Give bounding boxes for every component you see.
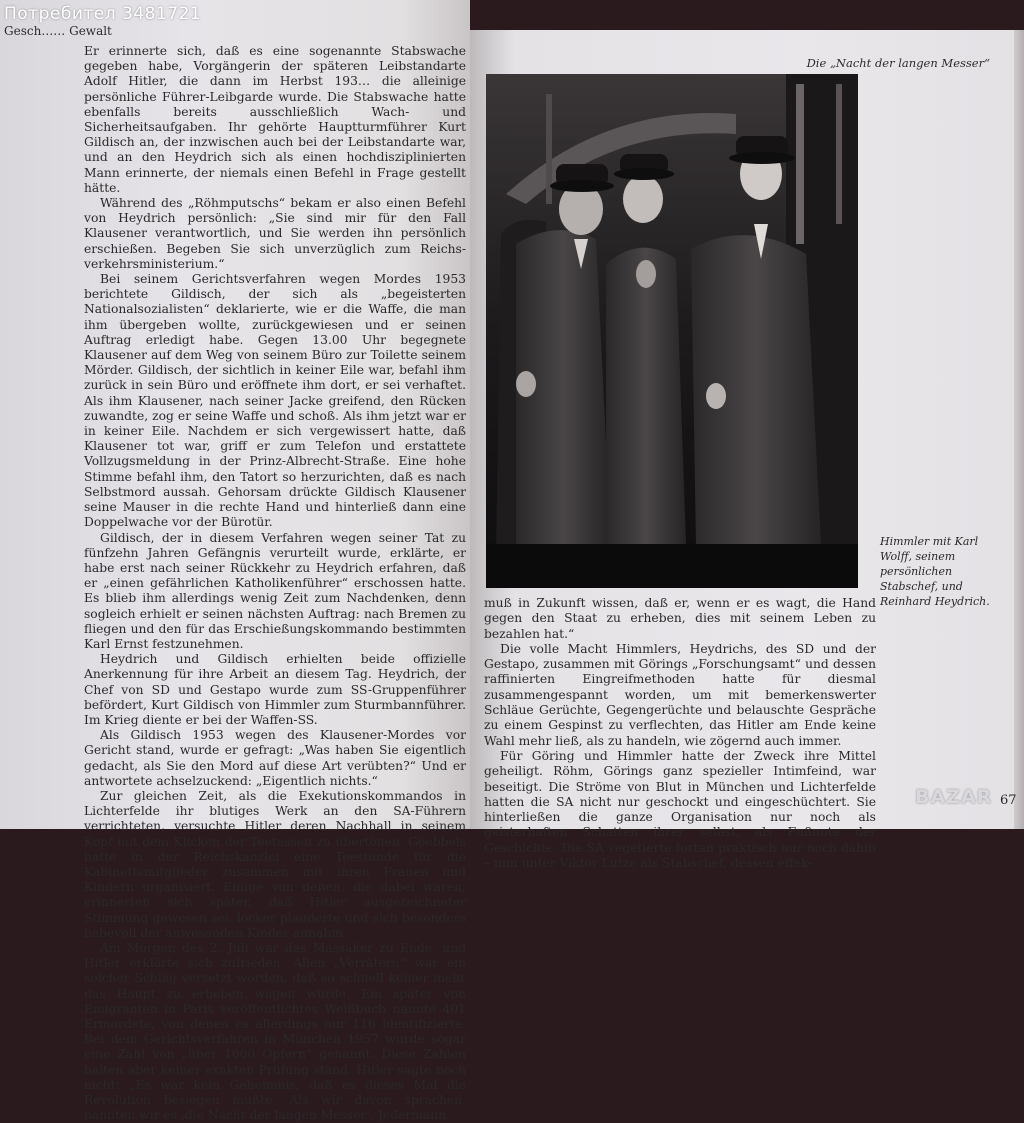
paragraph: muß in Zukunft wissen, daß er, wenn er es wagt, die Hand gegen den Staat zu erheben, dies mit seinem Leben zu bezahlen hat.“ [484, 596, 876, 641]
paragraph: Als Gildisch 1953 wegen des Klausener-Mordes vor Gericht stand, wurde er gefragt: „Was haben Sie eigentlich gedacht, als Sie den Mord auf diese Art verübten?“ Und er antwortete achselzuckend: „Eigentlich nichts.“ [84, 728, 466, 788]
running-head-right: Die „Nacht der langen Messer“ [806, 56, 990, 70]
running-head-left: Gesch…… Gewalt [4, 24, 112, 38]
page-number: 67 [1000, 793, 1017, 808]
paragraph: Am Morgen des 2. Juli war das Massaker zu Ende, und Hitler erklärte sich zufrieden. Allen „Verrätern“ war ein solcher Schlag versetzt worden, daß so schnell keiner mehr das Haupt zu erheben wagen würde. Ein später von Emigranten in Paris veröffentlichtes Weißbuch nannte 401 Ermordete, von denen es allerdings nur 116 identifizierte. Bei dem Gerichtsverfahren in München 1957 wurde sogar eine Zahl von „über 1000 Opfern“ genannt. Diese Zahlen halten aber keiner exakten Prüfung stand. Hitler sagte noch nicht: „Es war kein Geheimnis, daß es dieses Mal die Revolution besiegen mußte. Als wir davon sprachen, nannten wir es ‚die Nacht der langen Messer‘. Jedermann [84, 940, 466, 1123]
historical-photo [486, 74, 858, 588]
photo-caption: Himmler mit Karl Wolff, seinem persönlichen Stabschef, und Reinhard Heydrich. [880, 535, 990, 608]
paragraph: Er erinnerte sich, daß es eine sogenannte Stabswache gegeben habe, Vorgängerin der späteren Leibstandarte Adolf Hitler, die dann im Herbst 193… die alleinige persönliche Führer-Leibgarde wurde. Die Stabswache hatte ebenfalls bereits ausschließlich Wach- und Sicherheitsaufgaben. Ihr gehörte Hauptturmführer Kurt Gildisch an, der inzwischen auch bei der Leibstandarte war, und an den Heydrich sich als einen hochdisziplinierten Mann erinnerte, der niemals einen Befehl in Frage gestellt hätte. [84, 44, 466, 195]
left-text-column [84, 44, 466, 1123]
paragraph: Bei seinem Gerichtsverfahren wegen Mordes 1953 berichtete Gildisch, der sich als „begeisterten Nationalsozialisten“ deklarierte, wie er die Waffe, die man ihm übergeben wollte, zurückgewiesen und er seinen Auftrag erledigt habe. Gegen 13.00 Uhr begegnete Klausener auf dem Weg von seinem Büro zur Toilette seinem Mörder. Gildisch, der sichtlich in keiner Eile war, befahl ihm zurück in sein Büro und eröffnete ihm dort, er sei verhaftet. Als ihm Klausener, nach seiner Jacke greifend, den Rücken zuwandte, zog er seine Waffe und schoß. Als ihm jetzt war er in keiner Eile. Nachdem er sich vergewissert hatte, daß Klausener tot war, griff er zum Telefon und erstattete Vollzugsmeldung in der Prinz-Albrecht-Straße. Eine hohe Stimme befahl ihm, den Tatort so herzurichten, daß es nach Selbstmord aussah. Gehorsam drückte Gildisch Klausener seine Mauser in die rechte Hand und hinterließ dann eine Doppelwache vor der Bürotür. [84, 272, 466, 530]
left-page [0, 0, 470, 1123]
page-edge [1014, 30, 1024, 829]
bazar-logo: BAZAR [915, 786, 993, 808]
seller-watermark: Потребител 3481721 [4, 4, 202, 24]
paragraph: Gildisch, der in diesem Verfahren wegen seiner Tat zu fünfzehn Jahren Gefängnis verurteilt wurde, erklärte, er habe erst nach seiner Rückkehr zu Heydrich erfahren, daß er „einen gefährlichen Katholikenführer“ erschossen hatte. Es blieb ihm allerdings wenig Zeit zum Nachdenken, denn sogleich erhielt er seinen nächsten Auftrag: nach Bremen zu fliegen und den für das Erschießungskommando bestimmten Karl Ernst festzunehmen. [84, 530, 466, 651]
paragraph: Für Göring und Himmler hatte der Zweck ihre Mittel geheiligt. Röhm, Görings ganz spezieller Intimfeind, war beseitigt. Die Ströme von Blut in München und Lichterfelde hatten die SA nicht nur geschockt und eingeschüchtert. Sie hinterließen die ganze Organisation nur noch als geisterhaften Schatten ihrer selbst, als Fußnote der Geschichte. Die SA vegetierte fortan praktisch nur noch dahin – nun unter Viktor Lutze als Stabschef, dessen effek- [484, 748, 876, 871]
paragraph: Heydrich und Gildisch erhielten beide offizielle Anerkennung für ihre Arbeit an diesem Tag. Heydrich, der Chef von SD und Gestapo wurde zum SS-Gruppenführer befördert, Kurt Gildisch von Himmler zum Sturmbannführer. Im Krieg diente er bei der Waffen-SS. [84, 652, 466, 727]
paragraph: Die volle Macht Himmlers, Heydrichs, des SD und der Gestapo, zusammen mit Görings „Forschungsamt“ und dessen raffinierten Eingreifmethoden hatte für diesmal zusammengespannt worden, um mit bemerkenswerter Schläue Gerüchte, Gegengerüchte und belauschte Gespräche zu einem Gespinst zu verflechten, das Hitler am Ende keine Wahl mehr ließ, als zu handeln, wie zögernd auch immer. [484, 641, 876, 748]
paragraph: Während des „Röhmputschs“ bekam er also einen Befehl von Heydrich persönlich: „Sie sind mir für den Fall Klausener verantwortlich, und Sie werden ihn persönlich erschießen. Begeben Sie sich unverzüglich zum Reichsverkehrsministerium.“ [84, 196, 466, 271]
paragraph: Zur gleichen Zeit, als die Exekutionskommandos in Lichterfelde ihr blutiges Werk an den SA-Führern verrichteten, versuchte Hitler deren Nachhall in seinem Kopf mit dem Klicken der Teetassen zu übertönen. Goebbels hatte in der Reichskanzlei eine Teestunde für die Kabinettsmitglieder zusammen mit ihren Frauen und Kindern organisiert. Einige von denen, die dabei waren, erinnerten sich später, daß Hitler ausgezeichneter Stimmung gewesen sei, locker plauderte und sich besonders liebevoll der anwesenden Kinder annahm. [84, 788, 466, 940]
right-text-column [484, 596, 876, 871]
